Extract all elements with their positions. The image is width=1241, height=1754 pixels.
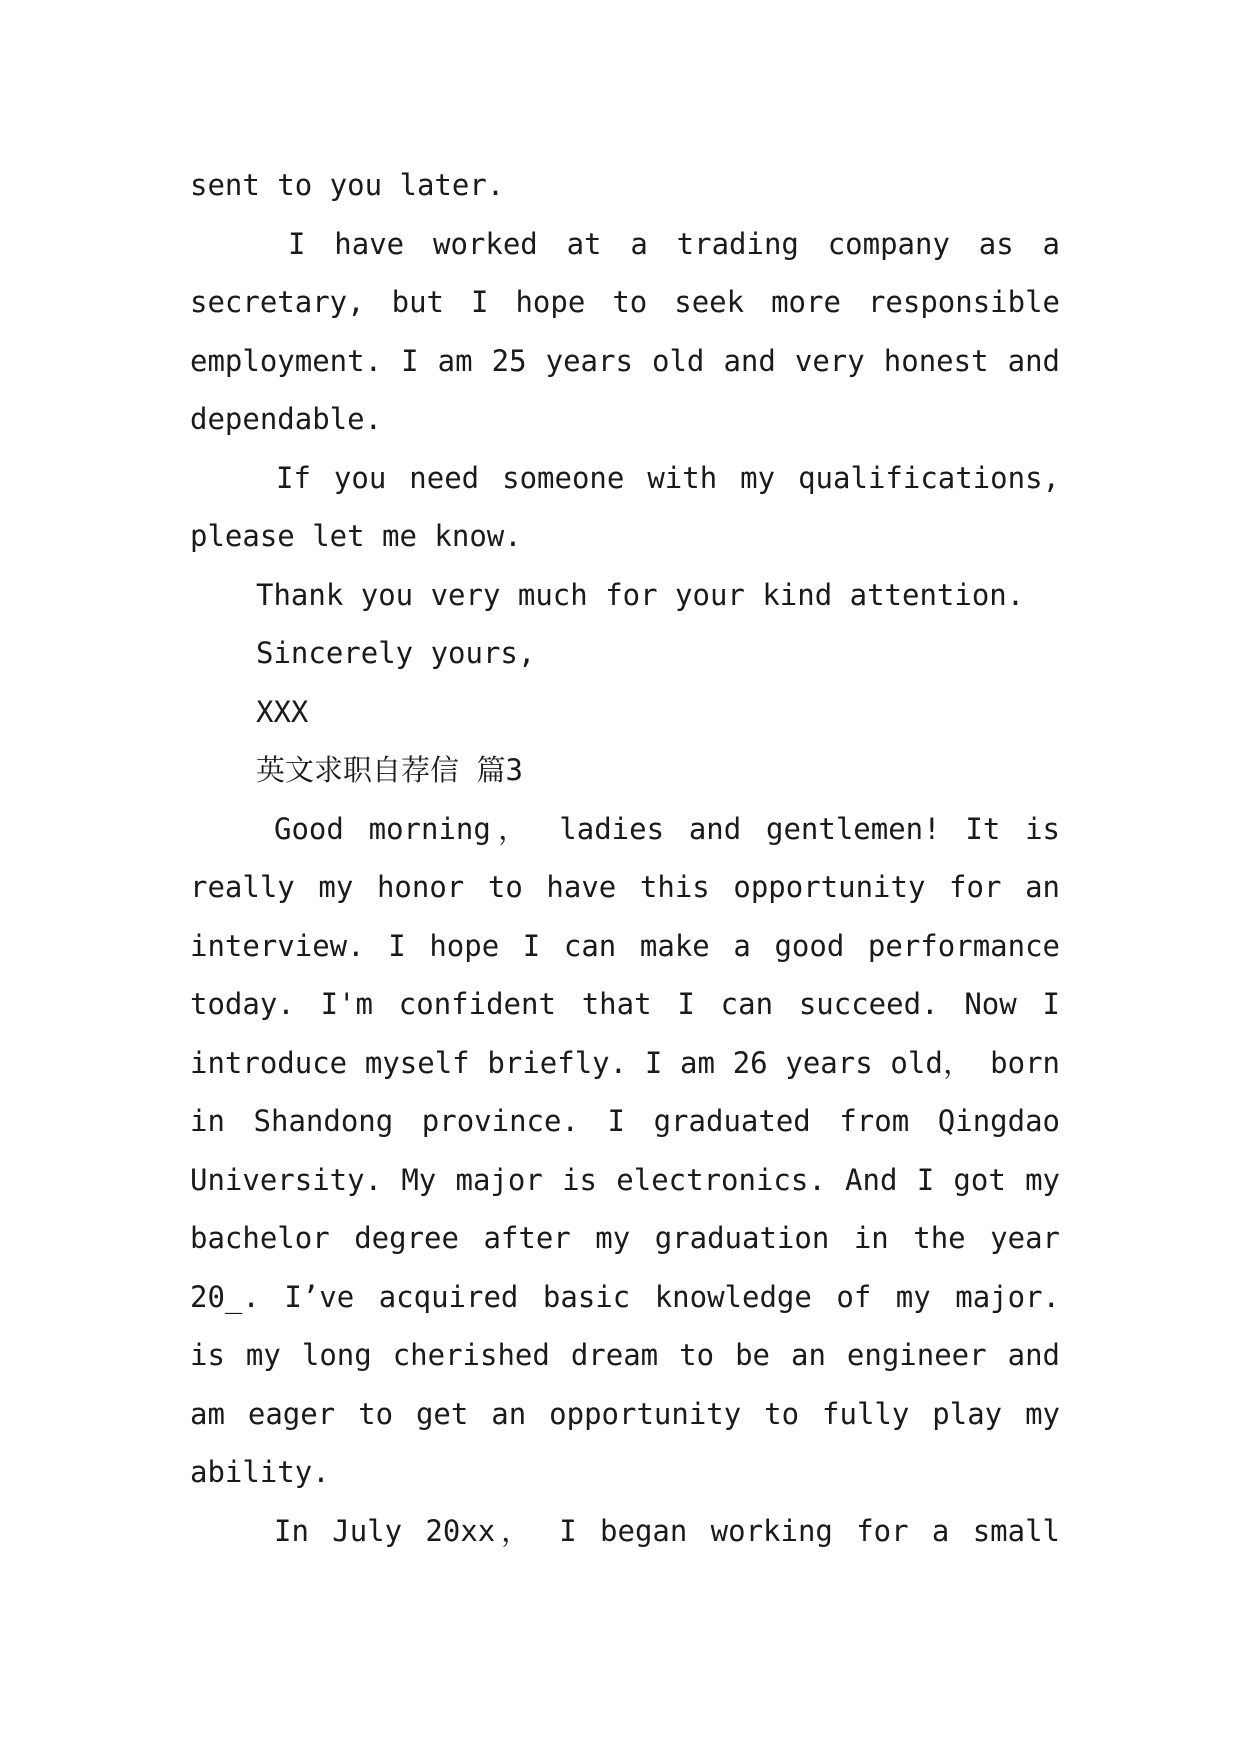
text-line: sent to you later. bbox=[190, 168, 505, 202]
text-line: is my long cherished dream to be an engineer and bbox=[190, 1338, 1060, 1372]
text-line: In July 20xx， I began working for a small bbox=[274, 1513, 1060, 1548]
text-line: secretary, but I hope to seek more responsible bbox=[190, 285, 1060, 319]
text-line: today. I'm confident that I can succeed. Now I bbox=[190, 987, 1060, 1021]
document-body bbox=[190, 156, 1060, 1560]
text-line: dependable. bbox=[190, 402, 383, 436]
text-line: If you need someone with my qualifications, bbox=[276, 460, 1060, 495]
signoff: Sincerely yours, bbox=[256, 636, 536, 670]
text-line: Good morning， ladies and gentlemen! It is bbox=[274, 811, 1060, 846]
signature-name: XXX bbox=[256, 694, 309, 729]
text-line: please let me know. bbox=[190, 519, 522, 553]
section-heading: 英文求职自荐信 篇3 bbox=[256, 753, 523, 787]
text-line: 20_. I’ve acquired basic knowledge of my major. bbox=[190, 1279, 1060, 1314]
closing-line: Thank you very much for your kind attention. bbox=[256, 577, 1025, 612]
text-line: I have worked at a trading company as a bbox=[288, 226, 1060, 261]
text-line: really my honor to have this opportunity for an bbox=[190, 870, 1060, 904]
text-line: bachelor degree after my graduation in the year bbox=[190, 1221, 1060, 1255]
text-line: ability. bbox=[190, 1455, 330, 1489]
text-line: am eager to get an opportunity to fully play my bbox=[190, 1396, 1060, 1431]
text-line: in Shandong province. I graduated from Qingdao bbox=[190, 1104, 1060, 1138]
text-line: University. My major is electronics. And I got my bbox=[190, 1162, 1060, 1197]
text-line: interview. I hope I can make a good performance bbox=[190, 928, 1060, 963]
text-line: employment. I am 25 years old and very honest and bbox=[190, 343, 1060, 378]
text-line: introduce myself briefly. I am 26 years old， born bbox=[190, 1045, 1060, 1080]
